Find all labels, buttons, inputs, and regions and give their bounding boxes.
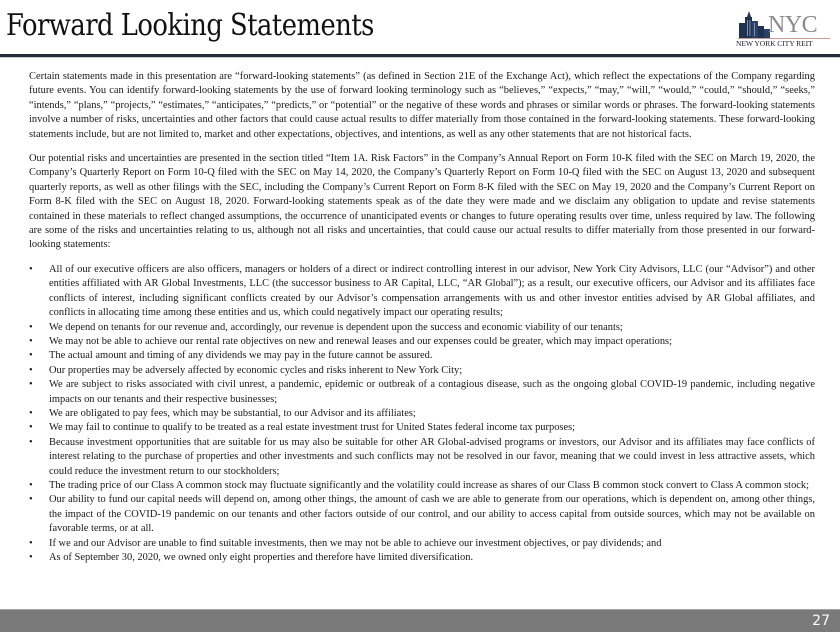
list-item-text: The trading price of our Class A common stock may fluctuate significantly and the volatility could increase as shares of our Class B common stock convert to Class A common stock;: [49, 479, 810, 491]
list-item: [29, 537, 815, 551]
list-item-text: If we and our Advisor are unable to find suitable investments, then we may not be able to achieve our investment objectives, or pay dividends; and: [49, 537, 662, 549]
list-item: [29, 493, 815, 536]
company-logo: [734, 10, 830, 50]
list-item: [29, 551, 815, 565]
bullet-icon: •: [29, 350, 33, 362]
list-item: [29, 378, 815, 407]
list-item-text: Our properties may be adversely affected by economic cycles and risks inherent to New York City;: [49, 364, 463, 376]
bullet-icon: •: [29, 537, 33, 549]
bullet-icon: •: [29, 422, 33, 434]
bullet-icon: •: [29, 263, 33, 275]
list-item: [29, 335, 815, 349]
logo-nyc-text: NYC: [768, 12, 818, 38]
list-item: [29, 421, 815, 435]
building-skyline-icon: [738, 11, 772, 38]
bullet-icon: •: [29, 335, 33, 347]
logo-subtext: NEW YORK CITY REIT: [736, 39, 813, 48]
list-item-text: We depend on tenants for our revenue and, accordingly, our revenue is dependent upon the success and economic viability of our tenants;: [49, 321, 623, 333]
list-item: [29, 364, 815, 378]
list-item: [29, 407, 815, 421]
intro-paragraph: Certain statements made in this presentation are “forward-looking statements” (as defined in Section 21E of the Exchange Act), which reflect the expectations of the Company regarding future events. You can identify forward-looking statements by the use of forward looking terminology such as “believes,” “expects,” “may,” “will,” “would,” “could,” “should,” “seeks,” “intends,” “plans,” “projects,” “estimates,” “anticipates,” “predicts,” or “potential” or the negative of these words and phrases or similar words or phrases. The forward-looking statements involve a number of risks, uncertainties and other factors that could cause actual results to differ materially from those contained in the forward-looking statements. These forward-looking statements include, but are not limited to, market and other expectations, objectives, and intentions, as well as any other statements that are not historical facts.: [29, 71, 815, 140]
bullet-icon: •: [29, 552, 33, 563]
risk-list: [29, 263, 815, 566]
page-number: 27: [812, 613, 830, 629]
list-item-text: We are obligated to pay fees, which may be substantial, to our Advisor and its affiliates;: [49, 407, 416, 419]
list-item-text: Our ability to fund our capital needs will depend on, among other things, the amount of cash we are able to generate from our operations, which is dependent on, among other things, the impact of the COVID-19 pandemic on our tenants and other factors outside of our control, and our ability to access capital from outside sources, which may not be available on favorable terms, or at all.: [49, 494, 815, 535]
bullet-icon: •: [29, 407, 33, 419]
list-item-text: We are subject to risks associated with civil unrest, a pandemic, epidemic or outbreak of a contagious disease, such as the ongoing global COVID-19 pandemic, including negative impacts on our tenants and their respective businesses;: [49, 379, 815, 405]
list-item: [29, 436, 815, 479]
bullet-icon: •: [29, 479, 33, 491]
list-item-text: Because investment opportunities that are suitable for us may also be suitable for other AR Global-advised programs or investors, our Advisor and its affiliates may face conflicts of interest relating to the purchase of properties and other investments and such conflicts may not be resolved in our favor, meaning that we could invest in less attractive assets, which could reduce the investment return to our stockholders;: [49, 436, 815, 477]
header-divider-shadow: [0, 57, 840, 58]
list-item: [29, 349, 815, 363]
list-item: [29, 321, 815, 335]
bullet-icon: •: [29, 379, 33, 391]
list-item: [29, 479, 815, 493]
statement-body: [29, 70, 815, 565]
bullet-icon: •: [29, 364, 33, 376]
footer-bar: [0, 609, 840, 632]
page-title: Forward Looking Statements: [6, 8, 374, 43]
list-item-text: As of September 30, 2020, we owned only eight properties and therefore have limited diversification.: [49, 552, 474, 563]
list-item: [29, 263, 815, 321]
list-item-text: We may fail to continue to qualify to be treated as a real estate investment trust for United States federal income tax purposes;: [49, 422, 576, 434]
bullet-icon: •: [29, 494, 33, 506]
bullet-icon: •: [29, 436, 33, 448]
risks-paragraph: Our potential risks and uncertainties are presented in the section titled “Item 1A. Risk Factors” in the Company’s Annual Report on Form 10-K filed with the SEC on March 19, 2020, the Company’s Quarterly Report on Form 10-Q filed with the SEC on May 14, 2020, the Company’s Quarterly Report on Form 10-Q filed with the SEC on August 13, 2020 and subsequent quarterly reports, as well as other filings with the SEC, including the Company’s Current Report on Form 8-K filed with the SEC on May 19, 2020 and the Company’s Current Report on Form 8-K filed with the SEC on August 18, 2020. Forward-looking statements speak as of the date they were made and we disclaim any obligation to update and revise statements contained in these materials to reflect changed assumptions, the occurrence of unanticipated events or changes to future operating results over time, unless required by law. The following are some of the risks and uncertainties relating to us, although not all risks and uncertainties, that could cause our actual results to differ materially from those presented in our forward-looking statements:: [29, 153, 815, 251]
list-item-text: The actual amount and timing of any dividends we may pay in the future cannot be assured.: [49, 350, 433, 362]
list-item-text: We may not be able to achieve our rental rate objectives on new and renewal leases and our expenses could be greater, which may impact operations;: [49, 335, 673, 347]
bullet-icon: •: [29, 321, 33, 333]
list-item-text: All of our executive officers are also officers, managers or holders of a direct or indirect controlling interest in our advisor, New York City Advisors, LLC (our “Advisor”) and other entities affiliated with AR Global Investments, LLC (the successor business to AR Capital, LLC, “AR Global”); as a result, our executive officers, our Advisor and its affiliates face conflicts of interest, including significant conflicts created by our Advisor’s compensation arrangements with us and other investor entities advised by AR Global affiliates, and conflicts in allocating time among these entities and us, which could negatively impact our operating results;: [49, 263, 815, 319]
